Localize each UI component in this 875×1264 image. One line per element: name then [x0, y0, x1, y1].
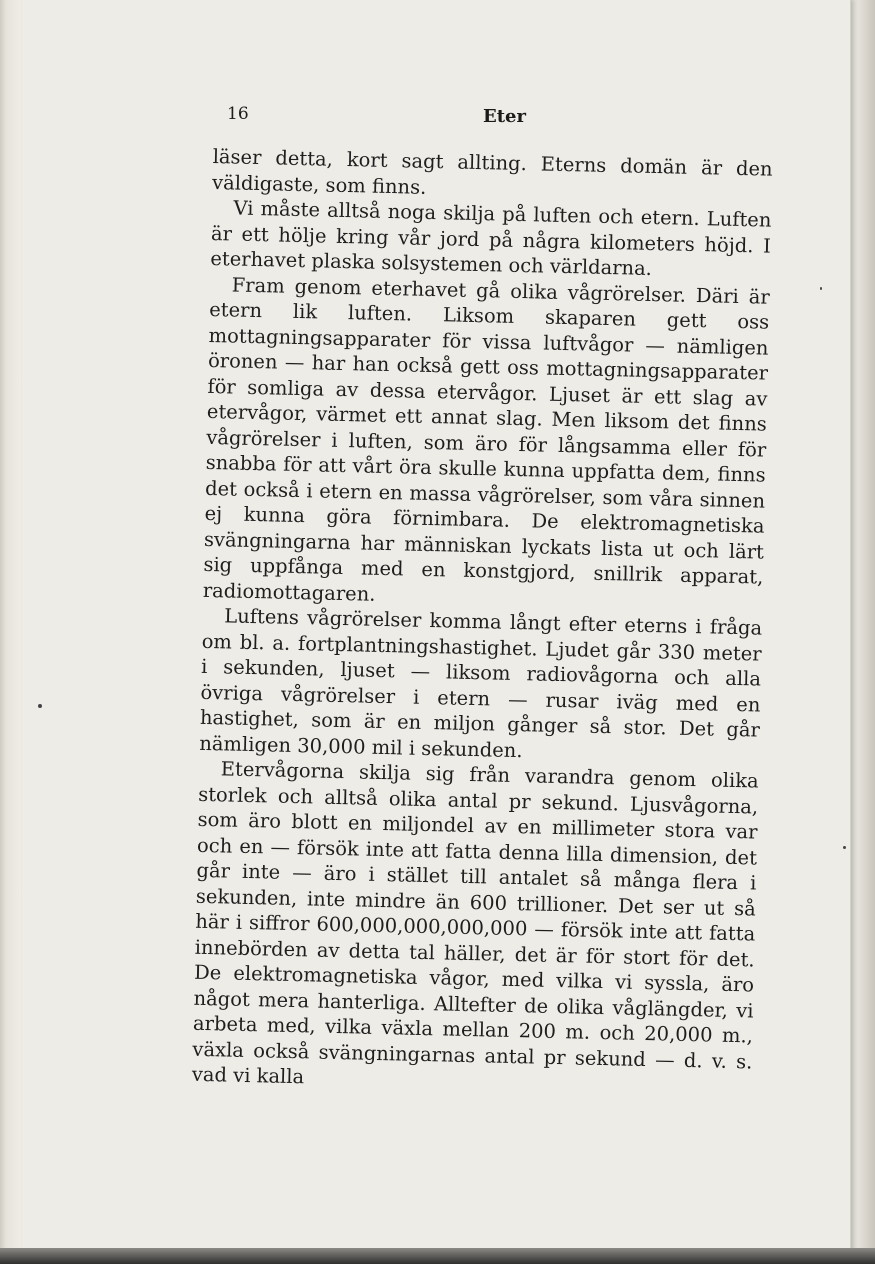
paragraph-3: Fram genom eterhavet gå olika vågrörelser. Däri är etern lik luften. Liksom skaparen gett oss mottagningsapparater för vissa luftvågor — nämligen öronen — har han också gett oss mottagningsapparater för somliga av dessa etervågor. Ljuset är ett slag av etervågor, värmet ett annat slag. Men liksom det finns vågrörelser i luften, som äro för långsamma eller för snabba för att vårt öra skulle kunna uppfatta dem, finns det också i etern en massa vågrörelser, som våra sinnen ej kunna göra förnimbara. De elektromagnetiska svängningarna har människan lyckats lista ut och lärt sig uppfånga med en konstgjord, snillrik apparat, radiomottagaren. [202, 272, 770, 606]
paragraph-5: Etervågorna skilja sig från varandra genom olika storlek och alltså olika antal pr sekund. Ljusvågorna, som äro blott en miljondel av en millimeter stora var och en — försök inte att fatta denna lilla dimension, det går inte — äro i stället till antalet så många flera i sekunden, inte mindre än 600 trillioner. Det ser ut så här i siffror 600,000,000,000,000 — försök inte att fatta innebörden av detta tal häller, det är för stort för det. De elektromagnetiska vågor, med vilka vi syssla, äro något mera hanterliga. Alltefter de olika våglängder, vi arbeta med, vilka växla mellan 200 m. och 20,000 m., växla också svängningarnas antal pr sekund — d. v. s. vad vi kalla [191, 757, 759, 1089]
back-page-edge [848, 0, 875, 1264]
scan-bottom-shadow [0, 1248, 875, 1264]
ink-fleck [38, 704, 42, 708]
paragraph-2: Vi måste alltså noga skilja på luften och etern. Luften är ett hölje kring vår jord på några kilometers höjd. I eterhavet plaska solsystemen och världarna. [210, 196, 772, 280]
page-header [225, 100, 785, 130]
paragraph-1: läser detta, kort sagt allting. Eterns domän är den väldigaste, som finns. [211, 144, 773, 199]
ink-fleck [843, 846, 846, 849]
body-text [192, 144, 773, 1100]
ink-fleck [820, 287, 822, 290]
paragraph-4: Luftens vågrörelser komma långt efter eterns i fråga om bl. a. fortplantningshastighet. Ljudet går 330 meter i sekunden, ljuset — liksom radiovågorna och alla övriga vågrörelser i etern — rusar iväg med en hastighet, som är en miljon gånger så stor. Det går nämligen 30,000 mil i sekunden. [199, 604, 763, 762]
page-number: 16 [227, 104, 249, 124]
running-title: Eter [483, 106, 526, 127]
